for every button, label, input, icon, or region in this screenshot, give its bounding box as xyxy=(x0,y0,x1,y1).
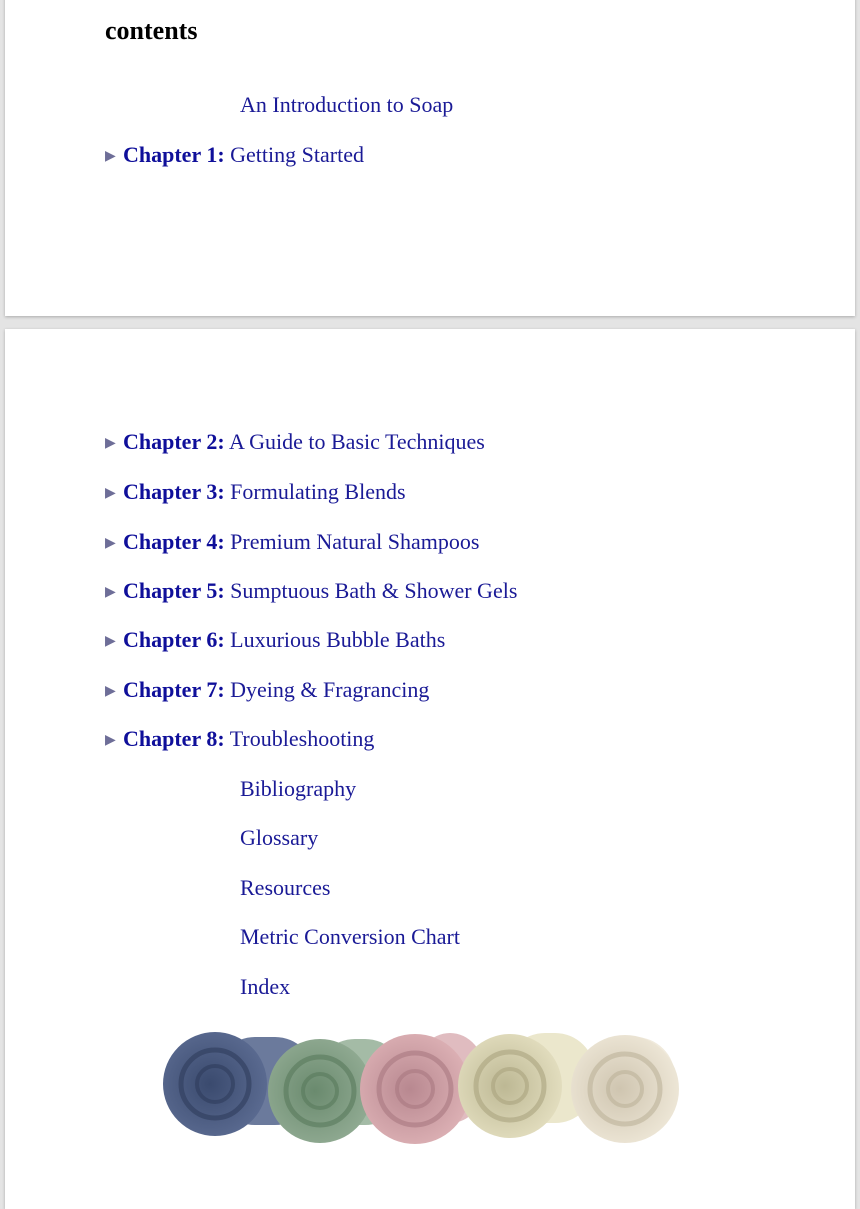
chapter-label: Chapter 3: xyxy=(123,479,225,504)
triangle-right-icon: ▶ xyxy=(105,585,116,600)
triangle-right-icon: ▶ xyxy=(105,684,116,699)
chapter-title: Premium Natural Shampoos xyxy=(230,529,480,554)
chapter-label: Chapter 1: xyxy=(123,142,225,167)
chapter-label: Chapter 6: xyxy=(123,627,225,652)
towel-cream xyxy=(571,1035,679,1143)
toc-link-chapter-2[interactable] xyxy=(105,429,485,455)
triangle-right-icon: ▶ xyxy=(105,634,116,649)
toc-link-glossary[interactable]: Glossary xyxy=(240,825,319,850)
chapter-title: Dyeing & Fragrancing xyxy=(230,677,430,702)
toc-link-chapter-6[interactable] xyxy=(105,627,445,653)
toc-link-chapter-7[interactable] xyxy=(105,677,429,703)
chapter-title: Formulating Blends xyxy=(230,479,406,504)
toc-link-bibliography[interactable]: Bibliography xyxy=(240,776,357,801)
chapter-title: Getting Started xyxy=(230,142,364,167)
toc-link-introduction[interactable]: An Introduction to Soap xyxy=(240,92,454,117)
triangle-right-icon: ▶ xyxy=(105,149,116,164)
chapter-title: A Guide to Basic Techniques xyxy=(228,429,485,454)
towel-green xyxy=(268,1039,372,1143)
toc-link-metric-conversion-chart[interactable]: Metric Conversion Chart xyxy=(240,924,460,949)
chapter-label: Chapter 5: xyxy=(123,578,225,603)
rolled-towels-image xyxy=(155,1019,715,1149)
towel-blue xyxy=(163,1032,267,1136)
chapter-label: Chapter 8: xyxy=(123,726,225,751)
chapter-label: Chapter 4: xyxy=(123,529,225,554)
chapter-label: Chapter 7: xyxy=(123,677,225,702)
chapter-title: Troubleshooting xyxy=(229,726,375,751)
chapter-title: Luxurious Bubble Baths xyxy=(230,627,446,652)
toc-link-chapter-3[interactable] xyxy=(105,479,406,505)
toc-link-index[interactable]: Index xyxy=(240,974,291,999)
toc-link-chapter-1[interactable] xyxy=(105,142,364,168)
document-page-2 xyxy=(5,329,855,1209)
toc-link-chapter-5[interactable] xyxy=(105,578,517,604)
toc-link-chapter-4[interactable] xyxy=(105,529,479,555)
document-page-1 xyxy=(5,0,855,316)
toc-link-resources[interactable]: Resources xyxy=(240,875,331,900)
triangle-right-icon: ▶ xyxy=(105,436,116,451)
triangle-right-icon: ▶ xyxy=(105,486,116,501)
chapter-label: Chapter 2: xyxy=(123,429,225,454)
towel-yellow xyxy=(458,1034,562,1138)
triangle-right-icon: ▶ xyxy=(105,536,116,551)
toc-link-chapter-8[interactable] xyxy=(105,726,374,752)
chapter-title: Sumptuous Bath & Shower Gels xyxy=(230,578,518,603)
towel-pink xyxy=(360,1034,470,1144)
contents-heading: contents xyxy=(105,16,198,45)
triangle-right-icon: ▶ xyxy=(105,733,116,748)
